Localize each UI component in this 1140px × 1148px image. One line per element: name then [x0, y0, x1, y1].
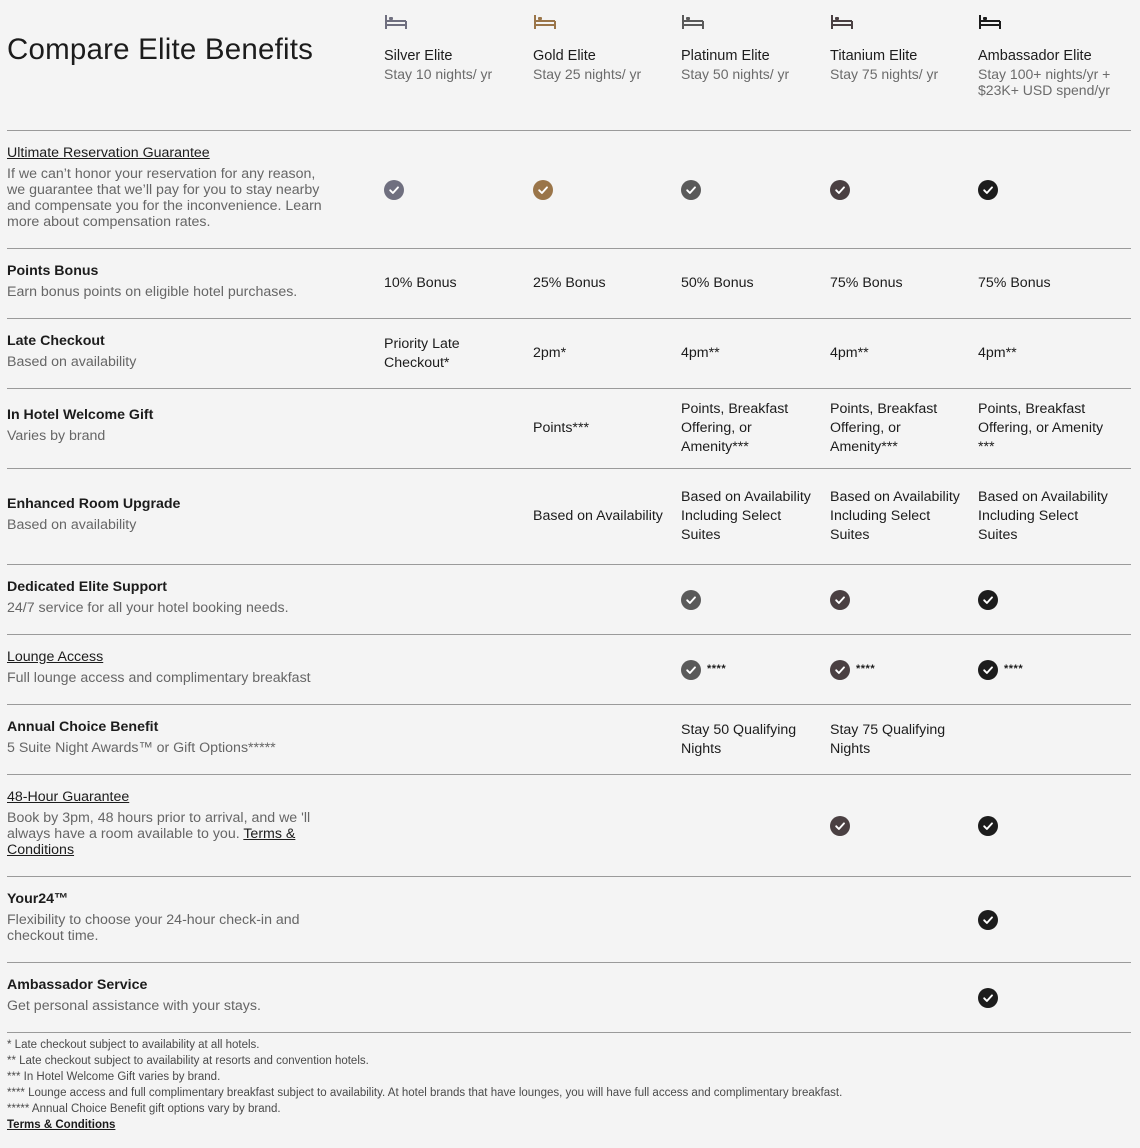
- benefit-cell: [978, 469, 1118, 564]
- benefit-value: 10% Bonus: [384, 275, 457, 291]
- check-icon: [978, 988, 998, 1008]
- check-icon: [978, 660, 998, 680]
- benefit-cell: [830, 705, 970, 774]
- benefit-description-text: Varies by brand: [7, 428, 106, 444]
- benefit-description-text: Based on availability: [7, 517, 137, 533]
- footnote: *** In Hotel Welcome Gift varies by brand.: [7, 1071, 221, 1083]
- benefit-value: 2pm*: [533, 345, 567, 361]
- benefit-description: [7, 810, 337, 858]
- benefit-info: [7, 789, 337, 858]
- benefit-cell: [830, 131, 970, 248]
- benefit-cell: [384, 389, 524, 468]
- benefit-description-text: Based on availability: [7, 354, 137, 370]
- benefit-cell: [384, 963, 524, 1032]
- benefit-value: 25% Bonus: [533, 275, 606, 291]
- benefit-info: [7, 719, 337, 756]
- benefit-value: Points, Breakfast Offering, or Amenity***: [681, 401, 789, 455]
- bed-icon: [978, 14, 1118, 30]
- footnote: **** Lounge access and full complimentary breakfast subject to availability. At hotel brands that have lounges, you will have full access and complimentary breakfast.: [7, 1087, 843, 1099]
- benefit-title: Points Bonus: [7, 263, 99, 279]
- benefit-description-text: Book by 3pm, 48 hours prior to arrival, and we 'll always have a room available to you.: [7, 810, 311, 842]
- tier-platinum: [681, 14, 821, 82]
- benefit-cell: [978, 963, 1118, 1032]
- benefit-value: Based on Availability Including Select Suites: [978, 489, 1108, 543]
- footnote: ** Late checkout subject to availability at resorts and convention hotels.: [7, 1055, 369, 1067]
- benefit-value: Based on Availability Including Select Suites: [681, 489, 811, 543]
- benefit-cell: [384, 565, 524, 634]
- benefit-row: [7, 469, 1131, 565]
- benefit-value: Priority Late Checkout*: [384, 335, 460, 371]
- benefit-description: [7, 740, 337, 756]
- benefit-cell: [533, 705, 673, 774]
- terms-conditions-link[interactable]: Terms & Conditions: [7, 826, 296, 858]
- benefit-cell: [978, 249, 1118, 318]
- benefit-cell: [533, 635, 673, 704]
- benefit-description-text: 24/7 service for all your hotel booking needs.: [7, 600, 289, 616]
- tier-name: Gold Elite: [533, 48, 596, 64]
- page-title: Compare Elite Benefits: [7, 33, 314, 66]
- benefit-description-text: 5 Suite Night Awards™ or Gift Options*****: [7, 740, 276, 756]
- bed-icon: [830, 14, 970, 30]
- benefit-row: [7, 319, 1131, 389]
- benefit-cell: [978, 389, 1118, 468]
- benefit-row: [7, 705, 1131, 775]
- tier-requirement: Stay 10 nights/ yr: [384, 66, 493, 82]
- benefit-cell: [681, 565, 821, 634]
- benefit-info: [7, 579, 337, 616]
- benefit-value: 50% Bonus: [681, 275, 754, 291]
- benefit-cell: [384, 131, 524, 248]
- benefit-info: [7, 407, 337, 444]
- benefit-cell: [533, 131, 673, 248]
- benefit-cell: [533, 877, 673, 962]
- benefit-title: In Hotel Welcome Gift: [7, 407, 154, 423]
- benefit-cell: [681, 963, 821, 1032]
- benefit-row: [7, 635, 1131, 705]
- benefit-cell: [978, 635, 1118, 704]
- benefit-cell: [533, 963, 673, 1032]
- benefit-cell: [533, 565, 673, 634]
- benefit-cell: [681, 775, 821, 876]
- benefit-description: [7, 670, 337, 686]
- check-icon: [681, 590, 701, 610]
- benefit-row: [7, 131, 1131, 249]
- benefit-value: Based on Availability: [533, 508, 663, 524]
- benefit-description: [7, 428, 337, 444]
- benefit-info: [7, 977, 337, 1014]
- benefit-cell: [978, 565, 1118, 634]
- benefit-info: [7, 891, 337, 944]
- benefit-cell: [978, 131, 1118, 248]
- tier-requirement: Stay 50 nights/ yr: [681, 66, 790, 82]
- benefit-cell: [533, 389, 673, 468]
- benefit-title: Ambassador Service: [7, 977, 148, 993]
- benefit-info: [7, 263, 337, 300]
- benefit-value: 4pm**: [681, 345, 720, 361]
- benefit-title-link[interactable]: Lounge Access: [7, 649, 104, 665]
- benefit-cell: [384, 775, 524, 876]
- tier-name: Ambassador Elite: [978, 48, 1092, 64]
- benefit-cell: [830, 389, 970, 468]
- benefit-cell: [978, 775, 1118, 876]
- check-icon: [384, 180, 404, 200]
- benefit-value: Points, Breakfast Offering, or Amenity***: [830, 401, 938, 455]
- benefit-cell: [830, 635, 970, 704]
- benefit-cell: [384, 635, 524, 704]
- benefit-description-text: If we can’t honor your reservation for any reason, we guarantee that we’ll pay for you to stay nearby and compensate you for the inconvenience. Learn more about compensation rates.: [7, 166, 322, 230]
- tier-gold: [533, 14, 673, 82]
- benefit-cell: [978, 319, 1118, 388]
- benefit-row: [7, 565, 1131, 635]
- benefit-cell: [681, 635, 821, 704]
- benefit-cell: [681, 469, 821, 564]
- benefit-info: [7, 333, 337, 370]
- benefit-cell: [681, 389, 821, 468]
- footnote: * Late checkout subject to availability at all hotels.: [7, 1039, 260, 1051]
- benefit-description: [7, 284, 337, 300]
- benefit-description-text: Flexibility to choose your 24-hour check-in and checkout time.: [7, 912, 300, 944]
- benefit-cell: [681, 705, 821, 774]
- benefit-cell: [533, 319, 673, 388]
- check-icon: [830, 590, 850, 610]
- terms-conditions-link[interactable]: Terms & Conditions: [7, 1119, 116, 1131]
- benefit-value: Stay 75 Qualifying Nights: [830, 721, 946, 757]
- benefit-value: 75% Bonus: [978, 275, 1051, 291]
- benefit-cell: [830, 469, 970, 564]
- benefit-description: [7, 354, 337, 370]
- check-icon: [978, 910, 998, 930]
- benefit-cell: [830, 775, 970, 876]
- tier-ambassador: [978, 14, 1118, 98]
- benefit-description-text: Full lounge access and complimentary breakfast: [7, 670, 311, 686]
- benefit-info: [7, 145, 337, 230]
- benefit-value: 4pm**: [978, 345, 1017, 361]
- footnote-marker: ****: [1004, 663, 1024, 675]
- benefit-cell: [978, 705, 1118, 774]
- benefit-cell: [384, 319, 524, 388]
- benefit-title: Your24™: [7, 891, 69, 907]
- check-icon: [830, 660, 850, 680]
- benefit-title: Late Checkout: [7, 333, 105, 349]
- benefit-cell: [830, 963, 970, 1032]
- benefit-cell: [533, 249, 673, 318]
- benefit-title: Dedicated Elite Support: [7, 579, 168, 595]
- check-icon: [978, 180, 998, 200]
- benefit-info: [7, 496, 337, 533]
- benefit-description: [7, 517, 337, 533]
- benefit-row: [7, 877, 1131, 963]
- tier-name: Platinum Elite: [681, 48, 770, 64]
- benefit-value: Points, Breakfast Offering, or Amenity ***: [978, 401, 1104, 455]
- check-icon: [681, 180, 701, 200]
- benefit-cell: [681, 249, 821, 318]
- footnote-marker: ****: [707, 663, 727, 675]
- benefit-title: Annual Choice Benefit: [7, 719, 159, 735]
- check-icon: [978, 816, 998, 836]
- benefits-table: [7, 131, 1131, 1033]
- benefit-cell: [533, 469, 673, 564]
- benefit-row: [7, 249, 1131, 319]
- benefit-description: [7, 998, 337, 1014]
- benefit-row: [7, 775, 1131, 877]
- check-icon: [533, 180, 553, 200]
- benefit-title-link[interactable]: 48-Hour Guarantee: [7, 789, 130, 805]
- bed-icon: [533, 14, 673, 30]
- benefit-cell: [830, 319, 970, 388]
- check-icon: [830, 180, 850, 200]
- benefit-cell: [830, 565, 970, 634]
- benefit-cell: [533, 775, 673, 876]
- footnote: ***** Annual Choice Benefit gift options vary by brand.: [7, 1103, 281, 1115]
- check-icon: [681, 660, 701, 680]
- benefit-cell: [384, 469, 524, 564]
- benefit-description-text: Get personal assistance with your stays.: [7, 998, 261, 1014]
- benefit-description: [7, 912, 337, 944]
- benefit-cell: [681, 319, 821, 388]
- tier-requirement: Stay 25 nights/ yr: [533, 66, 642, 82]
- benefit-description: [7, 166, 337, 230]
- benefit-value: Based on Availability Including Select Suites: [830, 489, 960, 543]
- benefit-cell: [681, 877, 821, 962]
- benefit-row: [7, 963, 1131, 1033]
- benefit-title: Enhanced Room Upgrade: [7, 496, 181, 512]
- tier-silver: [384, 14, 524, 82]
- benefit-cell: [384, 249, 524, 318]
- benefit-info: [7, 649, 337, 686]
- bed-icon: [384, 14, 524, 30]
- benefit-row: [7, 389, 1131, 469]
- check-icon: [830, 816, 850, 836]
- benefit-cell: [681, 131, 821, 248]
- benefit-value: Points***: [533, 420, 589, 436]
- benefit-description-text: Earn bonus points on eligible hotel purchases.: [7, 284, 298, 300]
- check-icon: [978, 590, 998, 610]
- benefit-value: 4pm**: [830, 345, 869, 361]
- benefit-cell: [830, 249, 970, 318]
- table-header: [7, 0, 1131, 131]
- tier-titanium: [830, 14, 970, 82]
- benefit-title-link[interactable]: Ultimate Reservation Guarantee: [7, 145, 210, 161]
- benefit-cell: [384, 705, 524, 774]
- benefit-value: 75% Bonus: [830, 275, 903, 291]
- benefit-value: Stay 50 Qualifying Nights: [681, 721, 797, 757]
- tier-requirement: Stay 100+ nights/yr + $23K+ USD spend/yr: [978, 66, 1111, 98]
- benefit-cell: [384, 877, 524, 962]
- tier-name: Silver Elite: [384, 48, 453, 64]
- footnote-marker: ****: [856, 663, 876, 675]
- benefit-description: [7, 600, 337, 616]
- bed-icon: [681, 14, 821, 30]
- benefit-cell: [978, 877, 1118, 962]
- tier-requirement: Stay 75 nights/ yr: [830, 66, 939, 82]
- footnotes: [7, 1037, 842, 1133]
- benefit-cell: [830, 877, 970, 962]
- tier-name: Titanium Elite: [830, 48, 918, 64]
